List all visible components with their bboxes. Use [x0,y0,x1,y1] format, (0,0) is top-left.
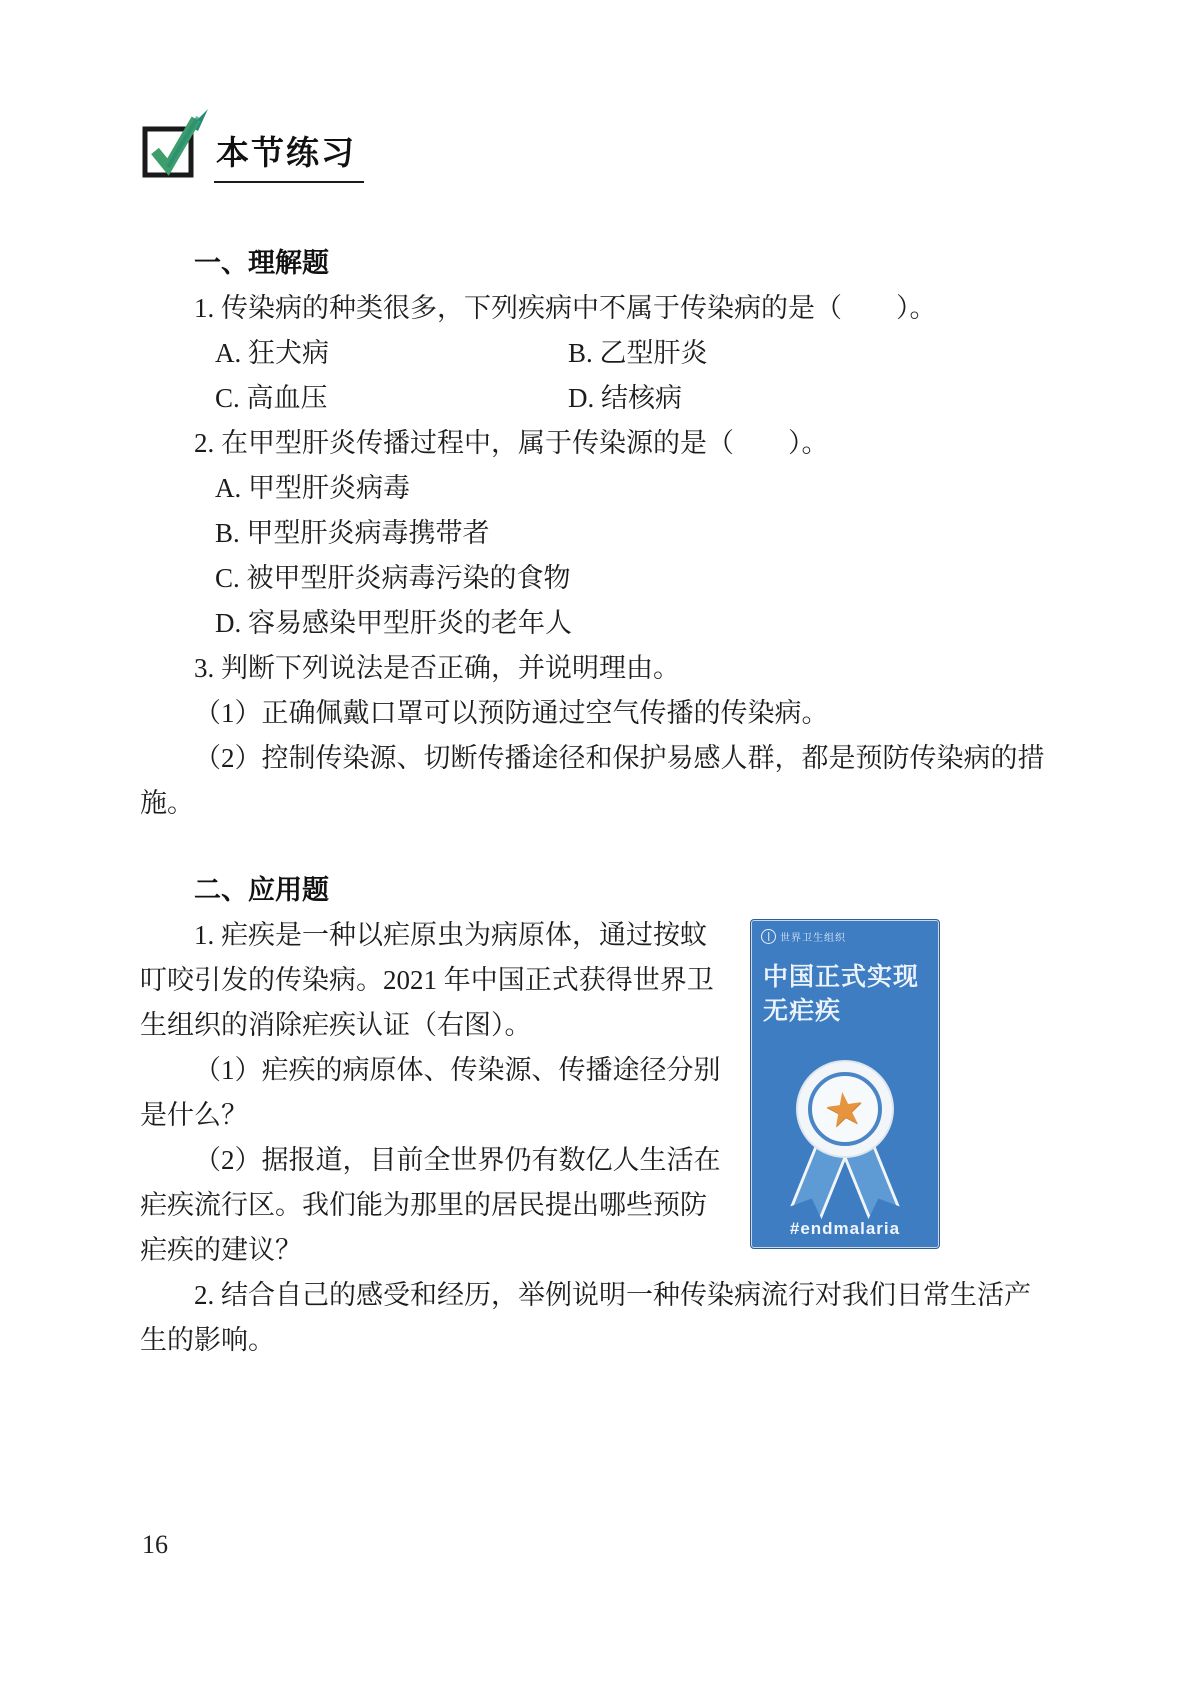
section-application [140,868,1052,1363]
question-1-options [215,331,1052,421]
option-b: B. 甲型肝炎病毒携带者 [215,518,490,548]
question-2-text: 2. 在甲型肝炎传播过程中，属于传染源的是（ ）。 [194,428,829,458]
question-3-sub-1: （1）正确佩戴口罩可以预防通过空气传播的传染病。 [194,698,829,728]
question-2-text: 2. 结合自己的感受和经历，举例说明一种传染病流行对我们日常生活产生的影响。 [140,1280,1031,1355]
question-3-sub-2: （2）控制传染源、切断传播途径和保护易感人群，都是预防传染病的措施。 [140,743,1045,818]
poster-title-line2: 无疟疾 [763,997,842,1025]
question-1-sub-1: （1）疟疾的病原体、传染源、传播途径分别是什么？ [140,1055,721,1130]
option-c: C. 被甲型肝炎病毒污染的食物 [215,563,571,593]
section-one-heading: 一、理解题 [194,248,329,278]
who-org-label: 世界卫生组织 [780,933,846,944]
who-logo [751,920,939,944]
section-comprehension [140,241,1052,826]
award-badge [751,1060,939,1220]
option-c: C. 高血压 [215,383,328,413]
question-3-text: 3. 判断下列说法是否正确，并说明理由。 [194,653,680,683]
question-1-sub-2: （2）据报道，目前全世界仍有数亿人生活在疟疾流行区。我们能为那里的居民提出哪些预防疟疾的建议？ [140,1145,721,1265]
checkbox-check-icon [140,105,212,183]
question-1-text: 1. 传染病的种类很多，下列疾病中不属于传染病的是（ ）。 [194,293,937,323]
who-emblem-icon [761,929,776,944]
option-d: D. 结核病 [568,383,682,413]
poster-image [750,919,940,1249]
rosette [796,1060,894,1158]
poster-hashtag: #endmalaria [789,1219,901,1238]
question-1-text: 1. 疟疾是一种以疟原虫为病原体，通过按蚊叮咬引发的传染病。2021 年中国正式获得世界卫生组织的消除疟疾认证（右图）。 [140,920,714,1040]
page-content [140,105,1052,1363]
option-d: D. 容易感染甲型肝炎的老年人 [215,608,572,638]
page-title: 本节练习 [214,133,364,183]
page-number: 16 [142,1530,168,1559]
poster-title-line1: 中国正式实现 [763,963,920,991]
option-b: B. 乙型肝炎 [568,338,708,368]
option-a: A. 甲型肝炎病毒 [215,473,410,503]
badge-star-icon: ★ [820,1080,870,1138]
question-2-options [215,466,1052,646]
poster-title [763,960,939,1028]
option-a: A. 狂犬病 [215,338,329,368]
rosette-ring [808,1072,882,1146]
section-header [140,105,1052,183]
section-two-heading: 二、应用题 [194,875,329,905]
